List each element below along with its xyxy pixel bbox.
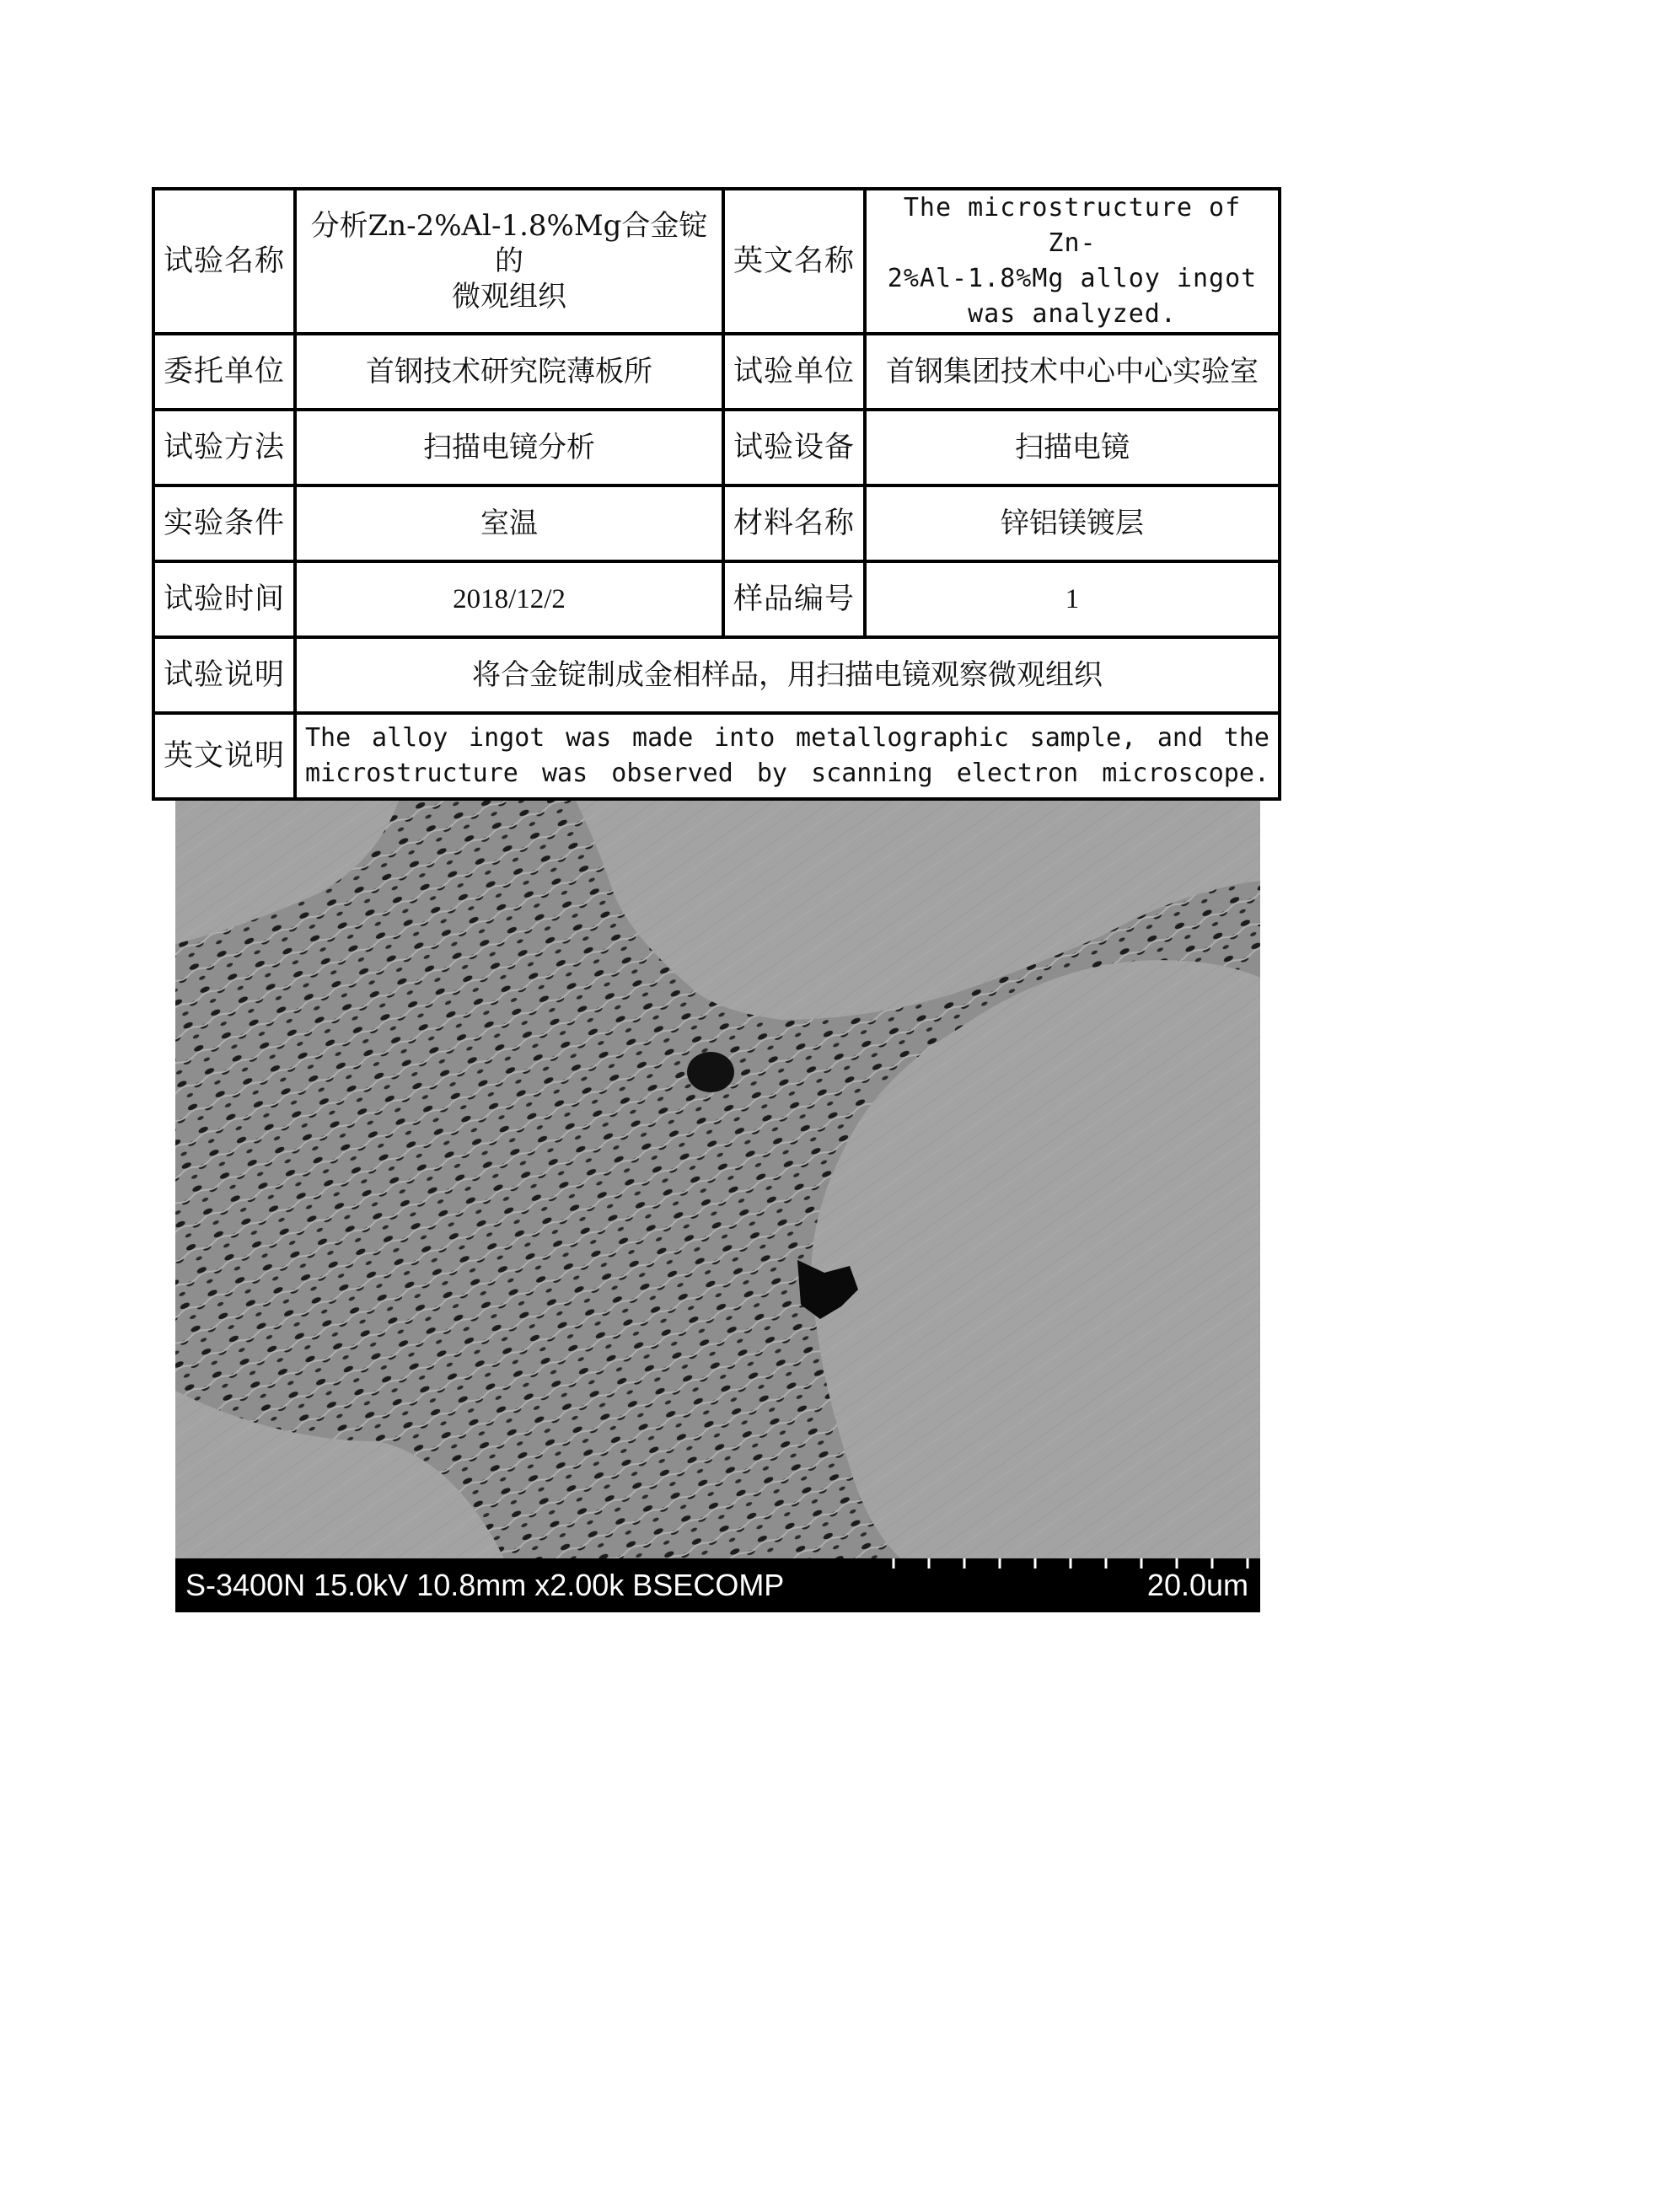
value-method: 扫描电镜分析 [295,410,723,485]
value-lab: 首钢集团技术中心中心实验室 [865,334,1280,410]
value-english-name-line3: was analyzed. [968,299,1177,329]
row-conditions [153,485,1280,561]
value-test-name-line1: 分析Zn-2%Al-1.8%Mg合金锭的 [310,209,708,278]
scale-bar-label: 20.0um [1146,1568,1248,1602]
row-client [153,334,1280,410]
label-conditions: 实验条件 [153,485,295,561]
row-english-description [153,713,1280,799]
value-conditions: 室温 [295,485,723,561]
value-english-name-line1: The microstructure of Zn- [903,193,1242,258]
test-report-table [152,187,1281,801]
value-english-name-line2: 2%Al-1.8%Mg alloy ingot [887,264,1258,293]
label-description: 试验说明 [153,637,295,713]
row-test-name [153,189,1280,334]
sem-databar [175,1558,1260,1612]
value-test-name-line2: 微观组织 [452,280,566,314]
row-description [153,637,1280,713]
sem-acquisition-info: S-3400N 15.0kV 10.8mm x2.00k BSECOMP [185,1568,785,1602]
value-description: 将合金锭制成金相样品，用扫描电镜观察微观组织 [295,637,1280,713]
label-lab: 试验单位 [723,334,865,410]
row-method [153,410,1280,485]
value-sample-no: 1 [865,561,1280,637]
label-method: 试验方法 [153,410,295,485]
label-equipment: 试验设备 [723,410,865,485]
value-english-description-line2: microstructure was observed by scanning electron microscope. [305,759,1269,788]
label-english-name: 英文名称 [723,189,865,334]
value-english-description-line1: The alloy ingot was made into metallographic sample, and the [305,723,1269,753]
value-material: 锌铝镁镀层 [865,485,1280,561]
label-sample-no: 样品编号 [723,561,865,637]
value-client: 首钢技术研究院薄板所 [295,334,723,410]
dark-pore-1 [687,1052,734,1092]
label-test-name: 试验名称 [153,189,295,334]
label-client: 委托单位 [153,334,295,410]
sem-image [175,801,1260,1558]
sem-micrograph [175,801,1260,1612]
label-date: 试验时间 [153,561,295,637]
value-equipment: 扫描电镜 [865,410,1280,485]
value-english-description [295,713,1280,799]
value-test-name [295,189,723,334]
row-date [153,561,1280,637]
label-material: 材料名称 [723,485,865,561]
value-date: 2018/12/2 [295,561,723,637]
label-english-description: 英文说明 [153,713,295,799]
value-english-name [865,189,1280,334]
